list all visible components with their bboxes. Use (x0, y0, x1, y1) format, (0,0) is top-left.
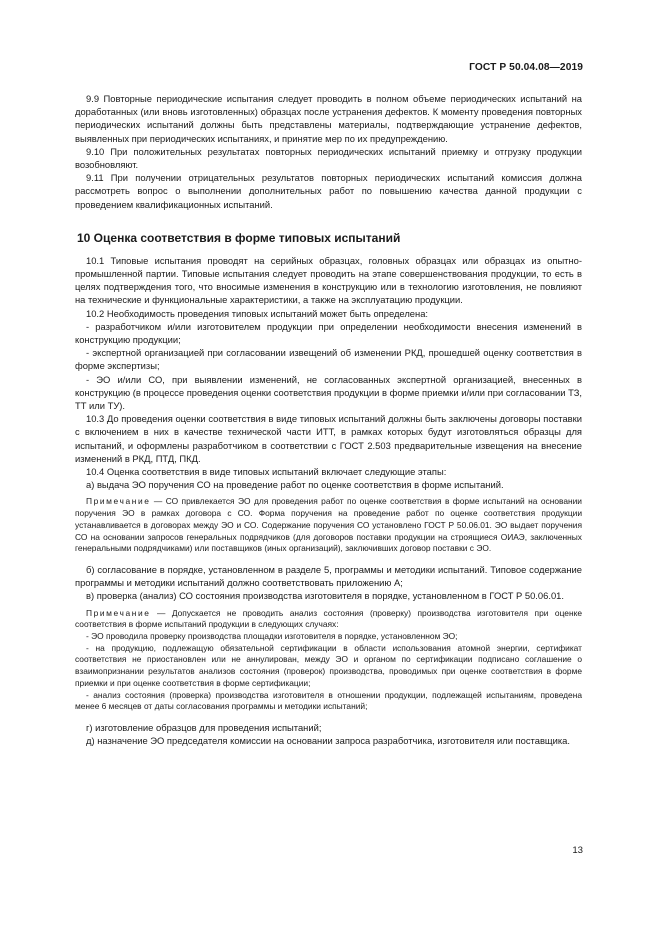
note-label: Примечание (86, 607, 151, 618)
list-item: г) изготовление образцов для проведения испытаний; (86, 721, 322, 733)
paragraph-9-10: 9.10 При положительных результатах повторных периодических испытаний приемку и отгрузку продукции возобновляют. (75, 145, 582, 171)
note-1 (75, 496, 582, 555)
note-label: Примечание (86, 496, 151, 507)
list-item: - экспертной организацией при согласовании извещений об изменении РКД, прошедшей оценку соответствия в форме экспертизы; (75, 347, 582, 372)
list-item: б) согласование в порядке, установленном в разделе 5, программы и методики испытаний. Типовое содержание программы и методики испытаний должно соответствовать приложению А; (75, 564, 582, 589)
list-item: а) выдача ЭО поручения СО на проведение работ по оценке соответствия в форме испытаний. (86, 479, 504, 491)
section-10-heading: 10 Оценка соответствия в форме типовых испытаний (77, 230, 401, 245)
paragraph-10-3: 10.3 До проведения оценки соответствия в виде типовых испытаний должны быть заключены договоры поставки с включением в них в качестве технической части ИТТ, в рамках которых будут изготовляться образцы для испытаний, и оформлены разработчиком в соответствии с ГОСТ 2.503 предварительные извещения на внесение изменений в РКД, ПТД, ПКД. (75, 413, 582, 464)
note-2 (75, 608, 582, 631)
note-list-item: - на продукцию, подлежащую обязательной сертификации в области использования атомной энергии, сертификат соответствия не приостановлен или не аннулирован, между ЭО и органом по сертификации подписано соглашение о взаимопризнании результатов анализов состояния (проверок) производства, проводимых при оценке соответствия в форме приемки и при оценке соответствия в форме сертификации; (75, 642, 582, 688)
note-list-item: - ЭО проводила проверку производства площадки изготовителя в порядке, установленном ЭО; (86, 631, 458, 642)
list-item: в) проверка (анализ) СО состояния производства изготовителя в порядке, установленном в ГОСТ Р 50.06.01. (86, 590, 564, 602)
note-list-item: - анализ состояния (проверка) производства изготовителя в отношении продукции, подлежащей испытаниям, проведена менее 6 месяцев от даты согласования программы и методики испытаний; (75, 689, 582, 712)
paragraph-10-2: 10.2 Необходимость проведения типовых испытаний может быть определена: (86, 307, 429, 319)
paragraph-10-4: 10.4 Оценка соответствия в виде типовых испытаний включает следующие этапы: (86, 466, 447, 478)
note-text: — СО привлекается ЭО для проведения работ по оценке соответствия в форме испытаний на основании поручения ЭО в рамках договора с СО. Форма поручения на проведение работ по оценке соответствия продукции устанавливается в договорах между ЭО и СО. Содержание поручения СО установлено ГОСТ Р 50.06.01. ЭО выдает поручения СО на основании запросов генеральных подрядчиков (для договоров поставки продукции на строящиеся ОИАЭ, заключенных генеральными подрядчиками) или поставщиков (иных организаций), заключивших договор поставки с ЭО. (75, 496, 582, 554)
list-item: д) назначение ЭО председателя комиссии на основании запроса разработчика, изготовителя или поставщика. (86, 735, 571, 747)
list-item: - ЭО и/или СО, при выявлении изменений, не согласованных экспертной организацией, внесенных в конструкцию (в процессе проведения оценки соответствия продукции в форме приемки и/или при согласовании ТЗ, ТТ или ТУ). (75, 373, 582, 412)
page-number: 13 (572, 845, 583, 856)
paragraph-9-9: 9.9 Повторные периодические испытания следует проводить в полном объеме периодических испытаний на доработанных (или вновь изготовленных) образцах после устранения дефектов. К моменту проведения повторных периодических испытаний должны быть представлены материалы, подтверждающие устранение дефектов, выявленных при периодических испытаниях, и принятие мер по их предупреждению. (75, 93, 582, 144)
paragraph-9-11: 9.11 При получении отрицательных результатов повторных периодических испытаний комиссия должна рассмотреть вопрос о выполнении дополнительных работ по повышению качества данной продукции с проведением квалификационных испытаний. (75, 172, 582, 210)
page-body (75, 92, 582, 747)
list-item: - разработчиком и/или изготовителем продукции при определении необходимости внесения изменений в конструкцию продукции; (75, 320, 582, 346)
note-text: — Допускается не проводить анализ состояния (проверку) производства изготовителя при оценке соответствия в форме испытаний продукции в следующих случаях: (75, 607, 582, 630)
paragraph-10-1: 10.1 Типовые испытания проводят на серийных образцах, головных образцах или образцах из опытно-промышленной партии. Типовые испытания следует проводить на этапе совершенствования продукции, то есть в целях подтверждения того, что вносимые изменения в конструкцию или в технологию изготовления, не повлияют на технические и функциональные характеристики, а также на эксплуатацию продукции. (75, 254, 582, 306)
document-number: ГОСТ Р 50.04.08—2019 (469, 62, 583, 73)
